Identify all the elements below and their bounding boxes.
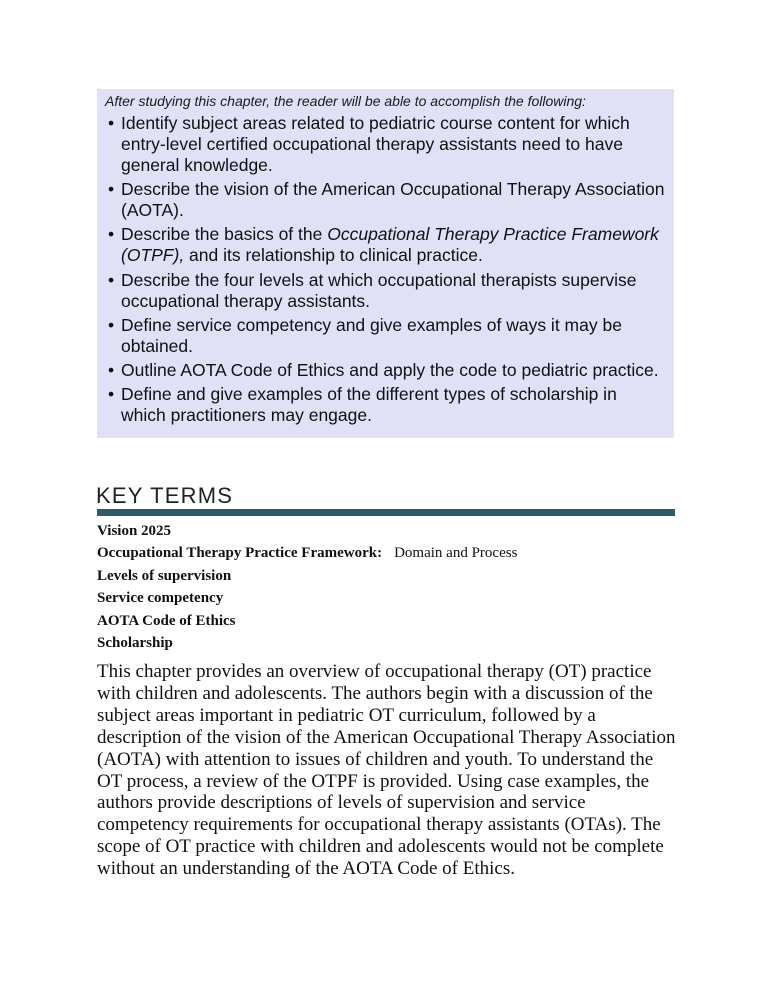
learning-objectives-box: [97, 89, 674, 438]
objective-item: [105, 384, 666, 426]
objective-text: Define and give examples of the different types of scholarship in which practitioners may engage.: [121, 384, 617, 426]
key-term-label: Service competency: [97, 590, 224, 607]
key-terms-heading: KEY TERMS: [96, 483, 234, 508]
key-term-label: Scholarship: [97, 635, 173, 652]
key-term: [97, 610, 675, 632]
key-terms-divider: [97, 509, 675, 516]
key-term-label: Occupational Therapy Practice Framework:: [97, 545, 383, 562]
objective-text: Define service competency and give examples of ways it may be obtained.: [121, 314, 622, 356]
otpf-title-italic: Occupational Therapy Practice Framework (OTPF),: [121, 224, 659, 266]
objective-item: [105, 360, 666, 381]
key-term-label: Levels of supervision: [97, 567, 232, 584]
key-term: [97, 520, 675, 542]
objective-item: [105, 270, 666, 312]
key-term: [97, 542, 675, 564]
key-terms-list: [97, 520, 675, 654]
key-term: [97, 587, 675, 609]
objectives-intro: After studying this chapter, the reader will be able to accomplish the following:: [105, 93, 586, 109]
objective-text: Describe the vision of the American Occupational Therapy Association (AOTA).: [121, 179, 665, 221]
key-term-label: Vision 2025: [97, 523, 172, 539]
key-term-subtitle: Domain and Process: [394, 545, 518, 562]
objective-item: [105, 113, 666, 176]
objective-item: [105, 224, 666, 266]
objective-text: Describe the basics of the: [121, 224, 328, 245]
objective-item: [105, 179, 666, 221]
objective-item: [105, 315, 666, 357]
key-term: [97, 632, 675, 654]
objective-text: Describe the four levels at which occupational therapists supervise occupational therapy assistants.: [121, 269, 637, 311]
objectives-list: [105, 113, 666, 426]
objective-text: Identify subject areas related to pediatric course content for which entry-level certified occupational therapy assistants need to have general knowledge.: [121, 113, 630, 175]
objective-text: and its relationship to clinical practice.: [184, 245, 483, 266]
objective-text: Outline AOTA Code of Ethics and apply the code to pediatric practice.: [121, 359, 659, 380]
chapter-summary: This chapter provides an overview of occupational therapy (OT) practice with children and adolescents. The authors begin with a discussion of the subject areas important in pediatric OT curriculum, followed by a description of the vision of the American Occupational Therapy Association (AOTA) with attention to issues of children and youth. To understand the OT process, a review of the OTPF is provided. Using case examples, the authors provide descriptions of levels of supervision and service competency requirements for occupational therapy assistants (OTAs). The scope of OT practice with children and adolescents would not be complete without an understanding of the AOTA Code of Ethics.: [97, 661, 676, 880]
key-term: [97, 565, 675, 587]
key-term-label: AOTA Code of Ethics: [97, 612, 236, 629]
